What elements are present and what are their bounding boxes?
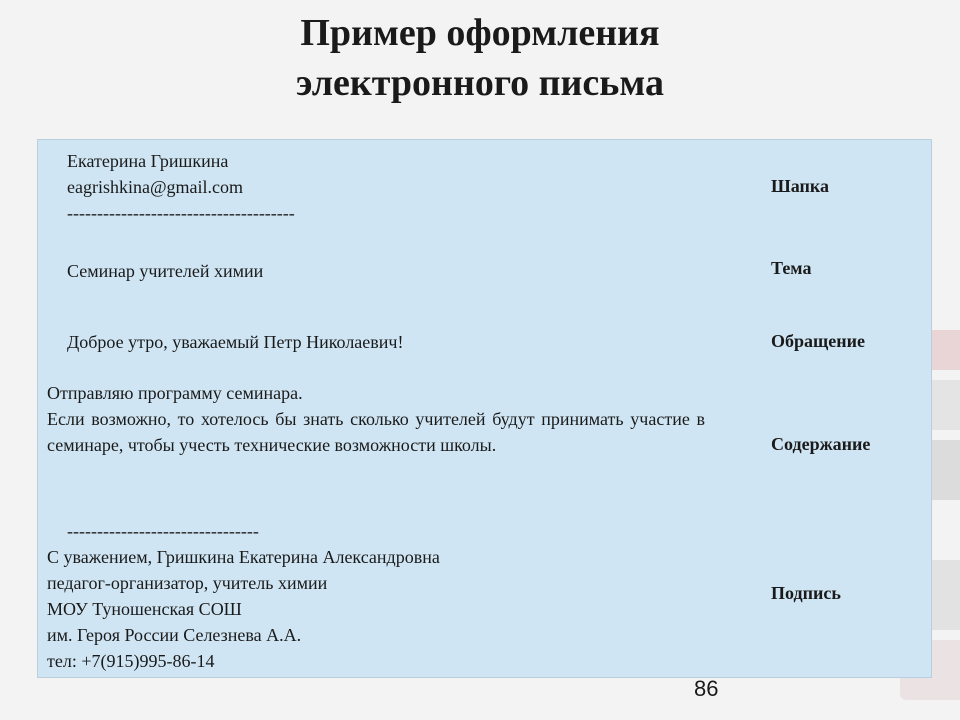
email-example-panel bbox=[37, 139, 932, 678]
sender-email: eagrishkina@gmail.com bbox=[67, 177, 244, 197]
sender-name: Екатерина Гришкина bbox=[67, 151, 229, 171]
signature-line: МОУ Туношенская СОШ bbox=[47, 599, 242, 619]
label-content: Содержание bbox=[771, 434, 871, 454]
content-paragraph: Если возможно, то хотелось бы знать сколько учителей будут принимать участие в семинаре, чтобы учесть технические возможности школы. bbox=[47, 409, 705, 455]
label-subject: Тема bbox=[771, 258, 812, 278]
email-greeting: Доброе утро, уважаемый Петр Николаевич! bbox=[67, 332, 404, 352]
email-content bbox=[47, 380, 705, 458]
signature-line: С уважением, Гришкина Екатерина Александровна bbox=[47, 547, 440, 567]
signature-separator: -------------------------------- bbox=[67, 521, 259, 541]
email-signature bbox=[47, 518, 707, 674]
page-title: Пример оформления электронного письма bbox=[295, 12, 665, 104]
page-number: 86 bbox=[694, 676, 719, 701]
email-subject: Семинар учителей химии bbox=[67, 261, 264, 281]
label-signature: Подпись bbox=[771, 583, 841, 603]
label-header: Шапка bbox=[771, 176, 829, 196]
header-separator: -------------------------------------- bbox=[67, 203, 295, 223]
label-greeting: Обращение bbox=[771, 331, 865, 351]
signature-line: им. Героя России Селезнева А.А. bbox=[47, 625, 302, 645]
signature-line: тел: +7(915)995-86-14 bbox=[47, 651, 215, 671]
email-header-block bbox=[67, 148, 295, 226]
content-first-line: Отправляю программу семинара. bbox=[47, 383, 303, 403]
signature-line: педагог-организатор, учитель химии bbox=[47, 573, 328, 593]
